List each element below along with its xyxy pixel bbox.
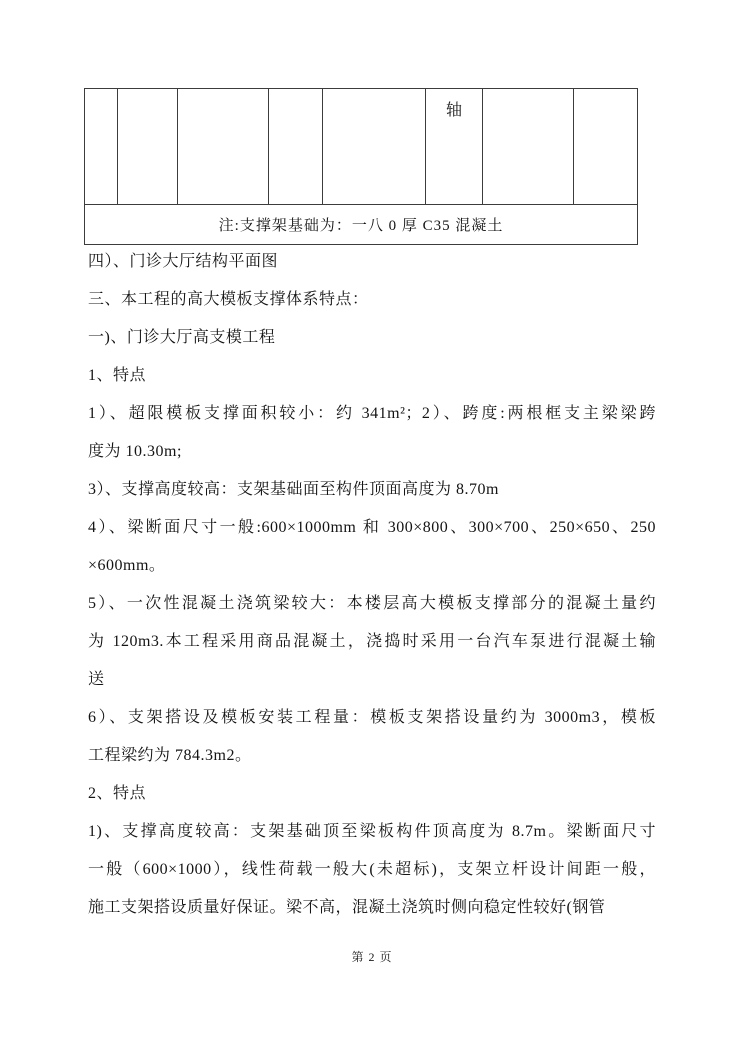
text-line: 6）、支架搭设及模板安装工程量：模板支架搭设量约为 3000m3，模板 bbox=[88, 709, 656, 726]
text-line: 一)、门诊大厅高支模工程 bbox=[88, 329, 276, 346]
paragraph bbox=[88, 813, 656, 927]
text-line: 一般（600×1000），线性荷载一般大(未超标)，支架立杆设计间距一般， bbox=[88, 861, 656, 878]
page-number: 第 2 页 bbox=[351, 950, 393, 964]
paragraph bbox=[88, 585, 656, 699]
table-cell bbox=[178, 89, 269, 205]
table-cell bbox=[269, 89, 323, 205]
text-line: 2、特点 bbox=[88, 785, 147, 802]
paragraph bbox=[88, 699, 656, 775]
text-line: 3）、支撑高度较高：支架基础面至构件顶面高度为 8.70m bbox=[88, 481, 499, 498]
table-cell-axis: 轴 bbox=[426, 89, 483, 205]
text-line: 1)、支撑高度较高：支架基础顶至梁板构件顶高度为 8.7m。梁断面尺寸 bbox=[88, 823, 656, 840]
table-cell bbox=[85, 89, 118, 205]
text-line: 工程梁约为 784.3m2。 bbox=[88, 747, 252, 764]
table-cell bbox=[574, 89, 638, 205]
paragraph bbox=[88, 281, 656, 319]
text-line: 1）、超限模板支撑面积较小：约 341m²；2）、跨度:两根框支主梁梁跨 bbox=[88, 405, 656, 422]
table-row bbox=[85, 89, 638, 205]
text-line: ×600mm。 bbox=[88, 557, 166, 574]
paragraph bbox=[88, 319, 656, 357]
paragraph bbox=[88, 509, 656, 585]
paragraph bbox=[88, 775, 656, 813]
table-note-cell: 注:支撑架基础为：一八 0 厚 C35 混凝土 bbox=[85, 205, 638, 245]
text-line: 4）、梁断面尺寸一般:600×1000mm 和 300×800、300×700、250×650、250 bbox=[88, 519, 656, 536]
paragraph bbox=[88, 471, 656, 509]
paragraph bbox=[88, 243, 656, 281]
text-line: 5）、一次性混凝土浇筑梁较大：本楼层高大模板支撑部分的混凝土量约 bbox=[88, 595, 656, 612]
text-line: 三、本工程的高大模板支撑体系特点： bbox=[88, 291, 369, 308]
table-cell bbox=[483, 89, 574, 205]
text-line: 1、特点 bbox=[88, 367, 147, 384]
structure-table bbox=[84, 88, 638, 245]
text-line: 施工支架搭设质量好保证。梁不高，混凝土浇筑时侧向稳定性较好(钢管 bbox=[88, 899, 606, 916]
table-note-row bbox=[85, 205, 638, 245]
text-line: 为 120m3.本工程采用商品混凝土，浇捣时采用一台汽车泵进行混凝土输 bbox=[88, 633, 656, 650]
text-line: 送 bbox=[88, 671, 105, 688]
document-body bbox=[88, 243, 656, 927]
text-line: 四）、门诊大厅结构平面图 bbox=[88, 253, 279, 270]
table-cell bbox=[323, 89, 426, 205]
paragraph bbox=[88, 395, 656, 471]
table-cell bbox=[118, 89, 178, 205]
text-line: 度为 10.30m; bbox=[88, 443, 182, 460]
paragraph bbox=[88, 357, 656, 395]
